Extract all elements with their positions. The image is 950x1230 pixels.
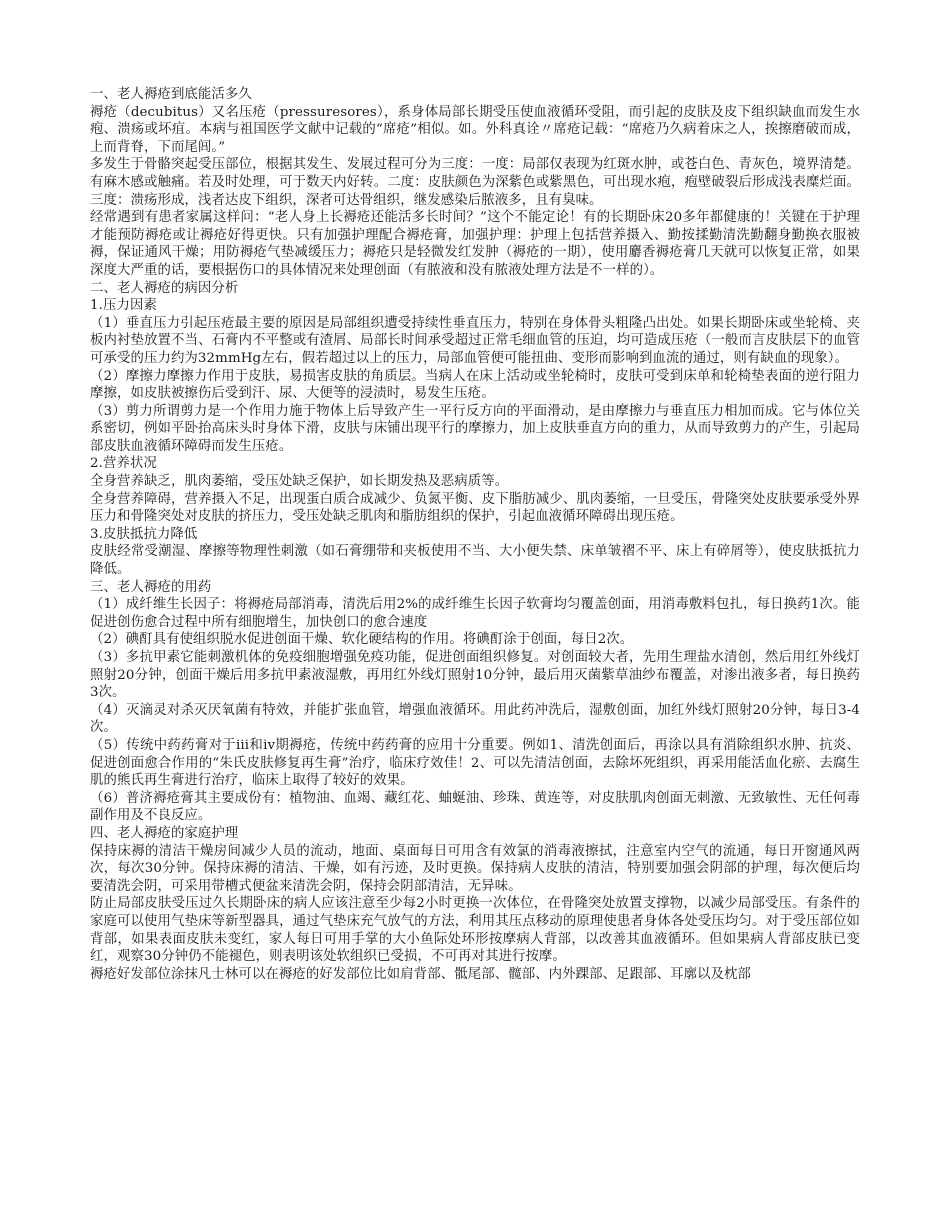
paragraph: 防止局部皮肤受压过久长期卧床的病人应该注意至少每2小时更换一次体位，在骨隆突处放置支撑物，以减少局部受压。有条件的家庭可以使用气垫床等新型器具，通过气垫床充气放气的方法，利用其压点移动的原理使患者身体各处受压均匀。对于受压部位如背部，如果表面皮肤未变红，家人每日可用手掌的大小鱼际处环形按摩病人背部，以改善其血液循环。但如果病人背部皮肤已变红，观察30分钟仍不能褪色，则表明该处软组织已受损，不可再对其进行按摩。 <box>90 896 860 965</box>
paragraph: 褥疮（decubitus）又名压疮（pressuresores），系身体局部长期受压使血液循环受阻，而引起的皮肤及皮下组织缺血而发生水疱、溃疡或坏疽。本病与祖国医学文献中记载的“席疮”相似。如。外科真诠〃席疮记载：“席疮乃久病着床之人，挨擦磨破而成，上而背脊，下而尾闾。” <box>90 104 860 155</box>
paragraph: （1）垂直压力引起压疮最主要的原因是局部组织遭受持续性垂直压力，特别在身体骨头粗隆凸出处。如果长期卧床或坐轮椅、夹板内衬垫放置不当、石膏内不平整或有渣屑、局部长时间承受超过正常毛细血管的压迫，均可造成压疮（一般而言皮肤层下的血管可承受的压力约为32mmHg左右，假若超过以上的压力，局部血管便可能扭曲、变形而影响到血流的通过，则有缺血的现象）。 <box>90 315 860 366</box>
paragraph: （5）传统中药药膏对于iii和iv期褥疮，传统中药药膏的应用十分重要。例如1、清洗创面后，再涂以具有消除组织水肿、抗炎、促进创面愈合作用的“朱氏皮肤修复再生膏”治疗，临床疗效佳！2、可以先清洁创面，去除坏死组织，再采用能活血化瘀、去腐生肌的熊氏再生膏进行治疗，临床上取得了较好的效果。 <box>90 737 860 789</box>
paragraph: （3）剪力所谓剪力是一个作用力施于物体上后导致产生一平行反方向的平面滑动，是由摩擦力与垂直压力相加而成。它与体位关系密切，例如平卧抬高床头时身体下滑，皮肤与床铺出现平行的摩擦力，加上皮肤垂直方向的重力，从而导致剪力的产生，引起局部皮肤血液循环障碍而发生压疮。 <box>90 403 860 454</box>
section-heading-4: 四、老人褥疮的家庭护理 <box>90 825 239 841</box>
subheading: 2.营养状况 <box>90 456 157 472</box>
paragraph: 褥疮好发部位涂抹凡士林可以在褥疮的好发部位比如肩背部、骶尾部、髋部、内外踝部、足跟部、耳廓以及枕部 <box>90 966 752 982</box>
paragraph: （2）碘酊具有使组织脱水促进创面干燥、软化硬结构的作用。将碘酊涂于创面，每日2次。 <box>90 632 634 648</box>
paragraph: 全身营养缺乏，肌肉萎缩，受压处缺乏保护，如长期发热及恶病质等。 <box>90 474 509 490</box>
section-heading-1: 一、老人褥疮到底能活多久 <box>90 87 252 102</box>
document-body <box>90 86 860 983</box>
paragraph: （6）普济褥疮膏其主要成份有：植物油、血竭、藏红花、蚰蜒油、珍珠、黄连等，对皮肤肌肉创面无刺激、无致敏性、无任何毒副作用及不良反应。 <box>90 790 860 824</box>
paragraph: （1）成纤维生长因子：将褥疮局部消毒，清洗后用2%的成纤维生长因子软膏均匀覆盖创面，用消毒敷料包扎，每日换药1次。能促进创伤愈合过程中所有细胞增生，加快创口的愈合速度 <box>90 597 860 630</box>
paragraph: （3）多抗甲素它能刺激机体的免疫细胞增强免疫功能，促进创面组织修复。对创面较大者，先用生理盐水清创，然后用红外线灯照射20分钟，创面干燥后用多抗甲素液湿敷，再用红外线灯照射10分钟，最后用灭菌紫草油纱布覆盖，对渗出液多者，每日换药3次。 <box>90 650 860 701</box>
section-heading-3: 三、老人褥疮的用药 <box>90 579 212 595</box>
paragraph: 保持床褥的清洁干燥房间减少人员的流动，地面、桌面每日可用含有效氯的消毒液擦拭，注意室内空气的流通，每日开窗通风两次，每次30分钟。保持床褥的清洁、干燥，如有污迹，及时更换。保持病人皮肤的清洁，特别要加强会阴部的护理，每次便后均要清洗会阴，可采用带槽式便盆来清洗会阴，保持会阴部清洁，无异味。 <box>90 843 860 894</box>
paragraph: （4）灭滴灵对杀灭厌氧菌有特效，并能扩张血管，增强血液循环。用此药冲洗后，湿敷创面，加红外线灯照射20分钟，每日3-4次。 <box>90 702 860 736</box>
paragraph: 全身营养障碍，营养摄入不足，出现蛋白质合成减少、负氮平衡、皮下脂肪减少、肌肉萎缩，一旦受压，骨隆突处皮肤要承受外界压力和骨隆突处对皮肤的挤压力，受压处缺乏肌肉和脂肪组织的保护，引起血液循环障碍出现压疮。 <box>90 491 860 525</box>
section-heading-2: 二、老人褥疮的病因分析 <box>90 280 239 296</box>
paragraph: 皮肤经常受潮湿、摩擦等物理性刺激（如石膏绷带和夹板使用不当、大小便失禁、床单皱褶不平、床上有碎屑等），使皮肤抵抗力降低。 <box>90 544 860 578</box>
subheading: 1.压力因素 <box>90 298 157 314</box>
subheading: 3.皮肤抵抗力降低 <box>90 526 198 542</box>
paragraph: 经常遇到有患者家属这样问：“老人身上长褥疮还能活多长时间？”这个不能定论！有的长期卧床20多年都健康的！关键在于护理才能预防褥疮或让褥疮好得更快。只有加强护理配合褥疮膏，加强护理：护理上包括营养摄入、勤按揉勤清洗勤翻身勤换衣服被褥，保证通风干燥；用防褥疮气垫减缓压力；褥疮只是轻微发红发肿（褥疮的一期），使用麝香褥疮膏几天就可以恢复正常，如果深度大严重的话，要根据伤口的具体情况来处理创面（有脓液和没有脓液处理方法是不一样的）。 <box>90 210 860 278</box>
paragraph: 多发生于骨骼突起受压部位，根据其发生、发展过程可分为三度：一度：局部仅表现为红斑水肿，或苍白色、青灰色，境界清楚。有麻木感或触痛。若及时处理，可于数天内好转。二度：皮肤颜色为深紫色或紫黑色，可出现水疱，疱壁破裂后形成浅表糜烂面。三度：溃疡形成，浅者达皮下组织，深者可达骨组织，继发感染后脓液多，且有臭味。 <box>90 157 860 208</box>
paragraph: （2）摩擦力摩擦力作用于皮肤，易损害皮肤的角质层。当病人在床上活动或坐轮椅时，皮肤可受到床单和轮椅垫表面的逆行阻力摩擦，如皮肤被擦伤后受到汗、尿、大便等的浸渍时，易发生压疮。 <box>90 368 860 402</box>
